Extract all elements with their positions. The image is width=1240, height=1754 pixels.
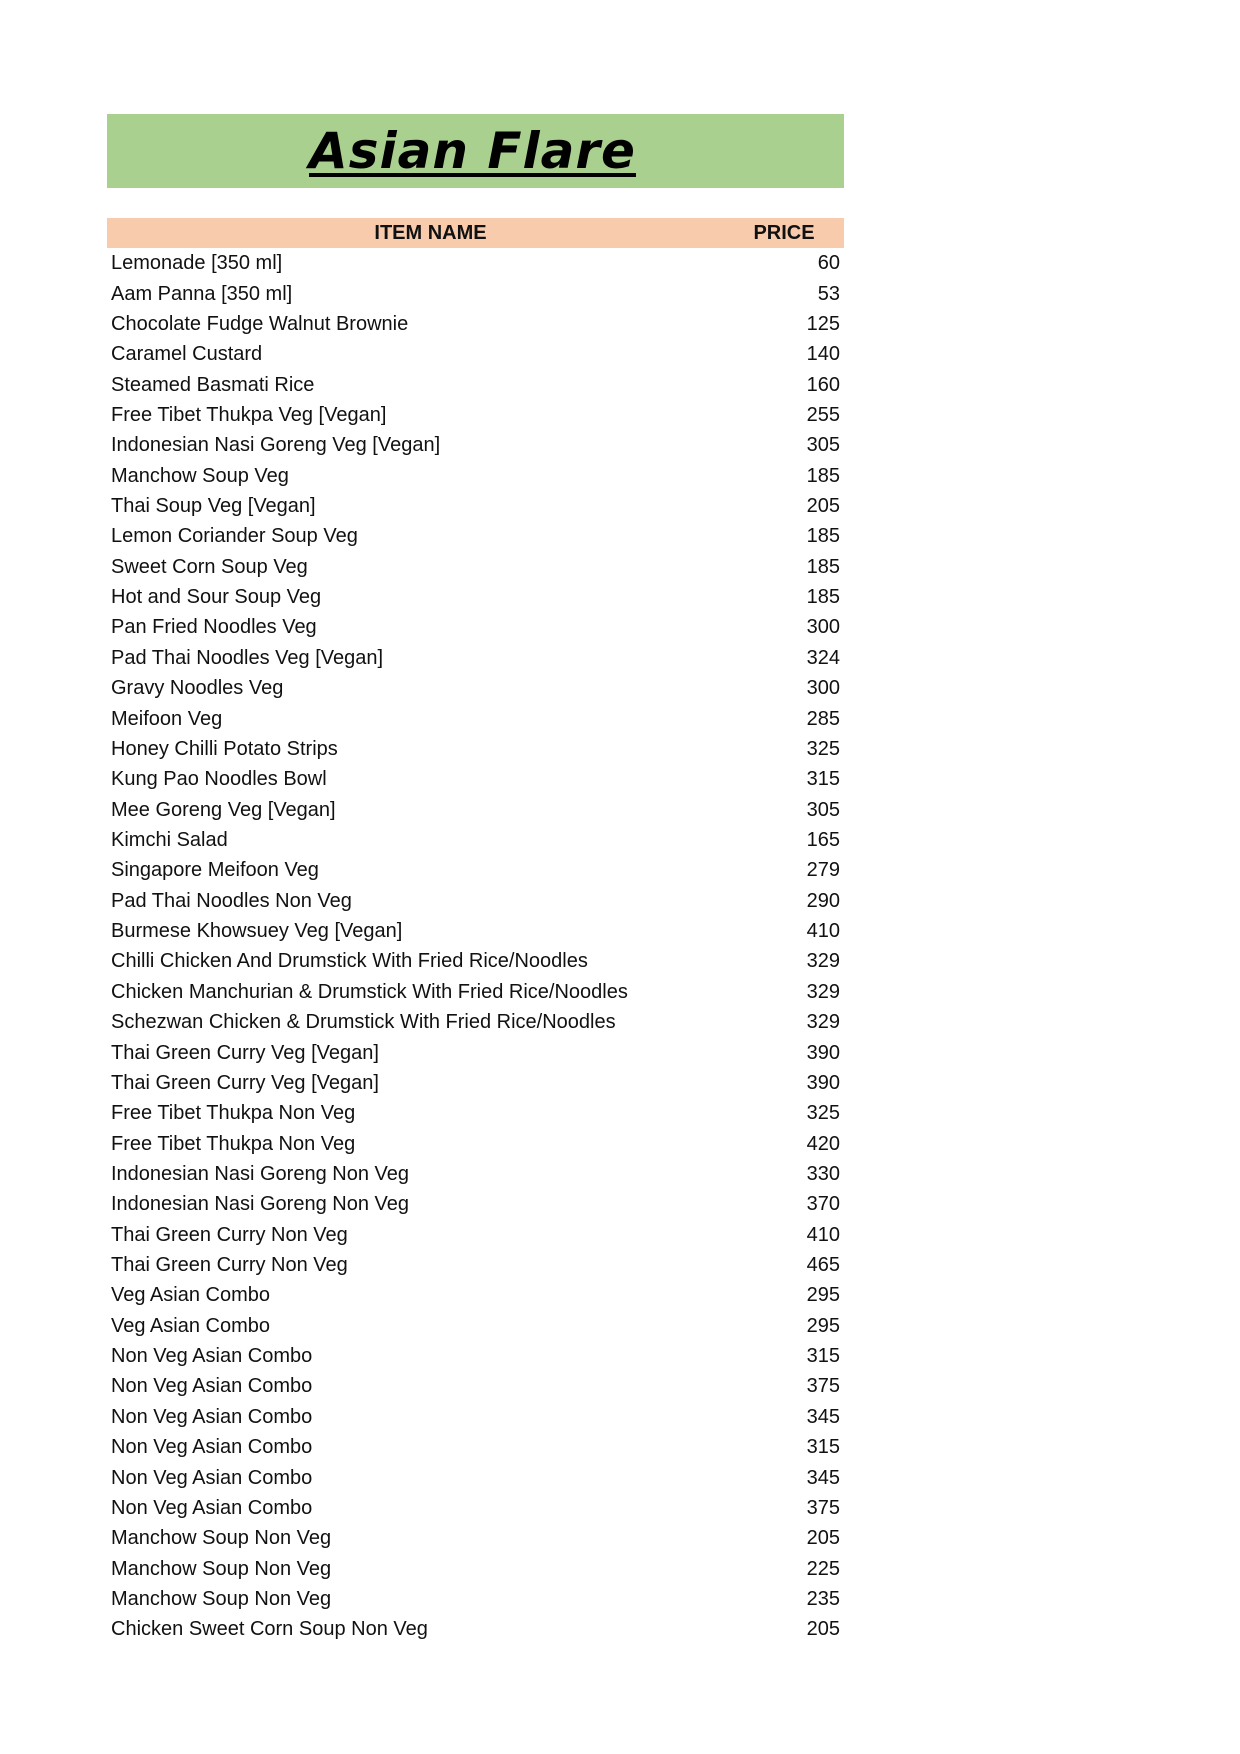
table-row: [107, 673, 844, 703]
table-row: [107, 1432, 844, 1462]
item-name-cell: Sweet Corn Soup Veg: [111, 555, 308, 578]
item-name-cell: Chicken Sweet Corn Soup Non Veg: [111, 1618, 428, 1641]
item-name-cell: Manchow Soup Non Veg: [111, 1527, 332, 1550]
table-row: [107, 825, 844, 855]
item-price-cell: 329: [806, 980, 840, 1003]
item-name-cell: Free Tibet Thukpa Veg [Vegan]: [111, 403, 387, 426]
item-price-cell: 125: [806, 312, 840, 335]
item-name-cell: Kimchi Salad: [111, 829, 228, 851]
item-price-cell: 53: [817, 282, 840, 305]
table-row: [107, 1614, 844, 1644]
item-name-cell: Hot and Sour Soup Veg: [111, 586, 322, 609]
table-row: [107, 764, 844, 794]
table-row: [107, 1280, 844, 1310]
table-row: [107, 552, 844, 582]
table-row: [107, 278, 844, 308]
item-name-cell: Pad Thai Noodles Veg [Vegan]: [111, 646, 384, 669]
item-name-cell: Manchow Soup Veg: [111, 464, 289, 487]
item-price-cell: 325: [806, 1102, 840, 1125]
item-name-cell: Steamed Basmati Rice: [111, 373, 315, 396]
item-name-cell: Lemonade [350 ml]: [111, 252, 283, 275]
item-price-cell: 315: [806, 1345, 840, 1368]
item-price-cell: 329: [806, 950, 840, 973]
table-row: [107, 703, 844, 733]
table-row: [107, 521, 844, 551]
item-name-cell: Non Veg Asian Combo: [111, 1496, 313, 1519]
table-row: [107, 1068, 844, 1098]
item-price-cell: 140: [806, 343, 840, 366]
item-name-cell: Indonesian Nasi Goreng Non Veg: [111, 1162, 409, 1185]
item-price-cell: 285: [806, 707, 840, 730]
item-name-cell: Caramel Custard: [111, 343, 263, 366]
item-price-cell: 185: [806, 464, 840, 487]
table-row: [107, 1311, 844, 1341]
table-row: [107, 369, 844, 399]
table-row: [107, 1341, 844, 1371]
item-name-cell: Non Veg Asian Combo: [111, 1405, 313, 1428]
item-name-cell: Aam Panna [350 ml]: [111, 282, 293, 305]
item-name-cell: Non Veg Asian Combo: [111, 1375, 313, 1398]
item-price-cell: 185: [806, 555, 840, 578]
item-name-cell: Meifoon Veg: [111, 707, 223, 730]
item-name-cell: Manchow Soup Non Veg: [111, 1587, 332, 1610]
item-name-cell: Chocolate Fudge Walnut Brownie: [111, 312, 409, 335]
table-row: [107, 1402, 844, 1432]
item-price-cell: 375: [806, 1375, 840, 1398]
item-price-cell: 185: [806, 525, 840, 548]
table-row: [107, 1007, 844, 1037]
menu-table: [107, 218, 844, 1645]
item-price-cell: 300: [806, 677, 840, 700]
table-row: [107, 339, 844, 369]
item-name-cell: Free Tibet Thukpa Non Veg: [111, 1132, 356, 1155]
item-price-cell: 290: [806, 889, 840, 912]
item-price-cell: 185: [806, 586, 840, 609]
item-name-cell: Mee Goreng Veg [Vegan]: [111, 798, 336, 821]
item-price-cell: 324: [806, 646, 840, 669]
table-row: [107, 1250, 844, 1280]
item-name-cell: Thai Green Curry Veg [Vegan]: [111, 1041, 379, 1064]
menu-body: [107, 248, 844, 1645]
item-price-cell: 375: [806, 1496, 840, 1519]
item-price-cell: 315: [806, 1436, 840, 1459]
item-price-cell: 295: [806, 1284, 840, 1307]
table-row: [107, 1159, 844, 1189]
item-price-cell: 255: [806, 403, 840, 426]
table-header-row: [107, 218, 844, 248]
item-price-cell: 205: [806, 1527, 840, 1550]
item-price-cell: 465: [806, 1254, 840, 1277]
page-title: Asian Flare: [309, 122, 636, 180]
table-row: [107, 1189, 844, 1219]
table-row: [107, 916, 844, 946]
column-header-item-name: ITEM NAME: [107, 218, 724, 248]
item-price-cell: 60: [817, 252, 840, 275]
item-name-cell: Chicken Manchurian & Drumstick With Fried Rice/Noodles: [111, 980, 628, 1003]
item-name-cell: Lemon Coriander Soup Veg: [111, 525, 358, 548]
item-name-cell: Pad Thai Noodles Non Veg: [111, 889, 352, 912]
item-name-cell: Thai Green Curry Non Veg: [111, 1254, 348, 1277]
item-name-cell: Veg Asian Combo: [111, 1314, 270, 1337]
item-name-cell: Singapore Meifoon Veg: [111, 859, 319, 882]
item-price-cell: 345: [806, 1405, 840, 1428]
table-row: [107, 1128, 844, 1158]
table-row: [107, 1553, 844, 1583]
item-price-cell: 300: [806, 616, 840, 639]
item-price-cell: 295: [806, 1314, 840, 1337]
item-price-cell: 305: [806, 798, 840, 821]
item-price-cell: 345: [806, 1466, 840, 1489]
item-name-cell: Burmese Khowsuey Veg [Vegan]: [111, 920, 403, 943]
item-price-cell: 165: [806, 829, 840, 851]
table-row: [107, 430, 844, 460]
table-row: [107, 946, 844, 976]
table-row: [107, 1037, 844, 1067]
item-price-cell: 325: [806, 737, 840, 760]
item-price-cell: 390: [806, 1041, 840, 1064]
item-price-cell: 235: [806, 1587, 840, 1610]
item-name-cell: Indonesian Nasi Goreng Non Veg: [111, 1193, 409, 1216]
item-name-cell: Thai Green Curry Veg [Vegan]: [111, 1071, 379, 1094]
item-name-cell: Thai Soup Veg [Vegan]: [111, 495, 316, 518]
table-row: [107, 1220, 844, 1250]
item-price-cell: 205: [806, 495, 840, 518]
table-row: [107, 1462, 844, 1492]
item-name-cell: Non Veg Asian Combo: [111, 1466, 313, 1489]
table-row: [107, 643, 844, 673]
item-price-cell: 410: [806, 1223, 840, 1246]
item-price-cell: 205: [806, 1618, 840, 1641]
item-name-cell: Non Veg Asian Combo: [111, 1345, 313, 1368]
item-price-cell: 305: [806, 434, 840, 457]
table-row: [107, 855, 844, 885]
table-row: [107, 977, 844, 1007]
item-price-cell: 160: [806, 373, 840, 396]
column-header-price: PRICE: [724, 218, 844, 248]
table-row: [107, 309, 844, 339]
item-price-cell: 420: [806, 1132, 840, 1155]
table-row: [107, 734, 844, 764]
item-name-cell: Chilli Chicken And Drumstick With Fried Rice/Noodles: [111, 950, 588, 973]
table-row: [107, 794, 844, 824]
table-row: [107, 612, 844, 642]
item-name-cell: Pan Fried Noodles Veg: [111, 616, 317, 639]
item-price-cell: 410: [806, 920, 840, 943]
item-price-cell: 330: [806, 1162, 840, 1185]
item-price-cell: 329: [806, 1011, 840, 1034]
table-row: [107, 582, 844, 612]
item-name-cell: Thai Green Curry Non Veg: [111, 1223, 348, 1246]
item-price-cell: 390: [806, 1071, 840, 1094]
table-row: [107, 1493, 844, 1523]
item-price-cell: 279: [806, 859, 840, 882]
item-name-cell: Honey Chilli Potato Strips: [111, 737, 338, 760]
table-row: [107, 886, 844, 916]
table-row: [107, 1584, 844, 1614]
item-name-cell: Indonesian Nasi Goreng Veg [Vegan]: [111, 434, 441, 457]
item-name-cell: Schezwan Chicken & Drumstick With Fried Rice/Noodles: [111, 1011, 616, 1034]
item-name-cell: Kung Pao Noodles Bowl: [111, 768, 327, 791]
item-name-cell: Gravy Noodles Veg: [111, 677, 284, 700]
item-price-cell: 225: [806, 1557, 840, 1580]
item-name-cell: Non Veg Asian Combo: [111, 1436, 313, 1459]
table-row: [107, 248, 844, 278]
item-name-cell: Manchow Soup Non Veg: [111, 1557, 332, 1580]
item-name-cell: Veg Asian Combo: [111, 1284, 270, 1307]
table-row: [107, 1098, 844, 1128]
item-price-cell: 315: [806, 768, 840, 791]
item-price-cell: 370: [806, 1193, 840, 1216]
table-row: [107, 491, 844, 521]
table-row: [107, 461, 844, 491]
item-name-cell: Free Tibet Thukpa Non Veg: [111, 1102, 356, 1125]
table-row: [107, 1523, 844, 1553]
table-row: [107, 1371, 844, 1401]
title-banner: [107, 114, 844, 188]
table-row: [107, 400, 844, 430]
